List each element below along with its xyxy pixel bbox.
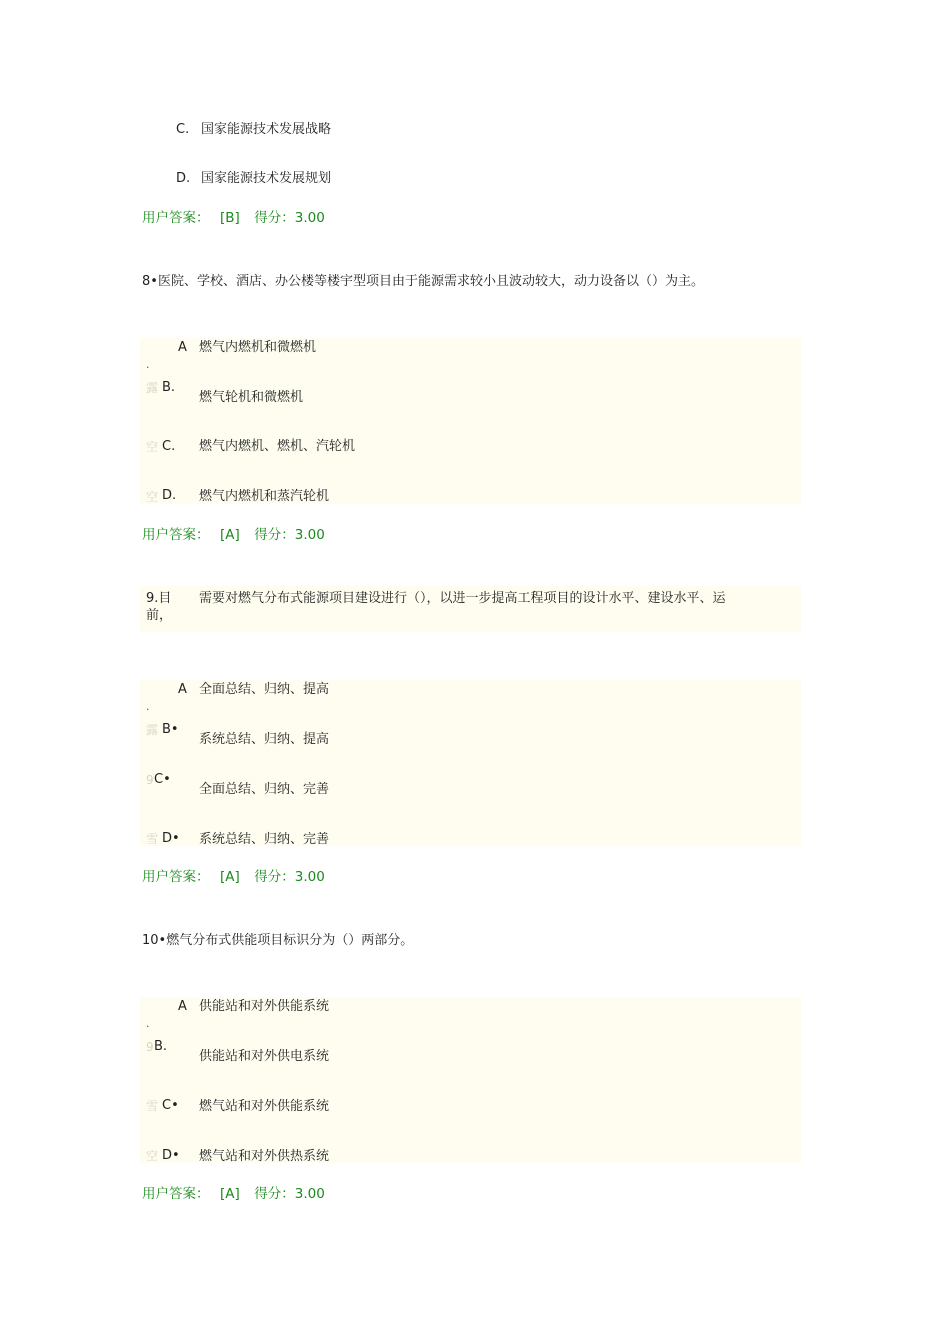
option-mark: 9 bbox=[146, 773, 154, 787]
answer-label: 用户答案： bbox=[142, 1186, 210, 1202]
option-text: 全面总结、归纳、完善 bbox=[199, 782, 330, 797]
option-mark: 露 bbox=[146, 723, 159, 737]
q10-user-answer bbox=[142, 1182, 325, 1202]
q10-options-block bbox=[140, 997, 801, 1163]
answer-value: [A] bbox=[220, 1186, 240, 1202]
q7-user-answer bbox=[142, 206, 325, 226]
option-letter: C. bbox=[162, 439, 176, 454]
answer-score: 得分：3.00 bbox=[254, 869, 325, 885]
q10-question-text: 10•燃气分布式供能项目标识分为（）两部分。 bbox=[142, 933, 414, 948]
option-letter: B• bbox=[162, 722, 179, 737]
option-letter: B. bbox=[154, 1039, 168, 1054]
option-text: 系统总结、归纳、完善 bbox=[199, 832, 330, 847]
q7-option-d-text: 国家能源技术发展规划 bbox=[201, 171, 332, 186]
option-text: 供能站和对外供能系统 bbox=[199, 999, 330, 1014]
option-mark: 空 bbox=[146, 1149, 159, 1163]
option-text: 燃气内燃机和蒸汽轮机 bbox=[199, 489, 330, 504]
answer-label: 用户答案： bbox=[142, 210, 210, 226]
q9-user-answer bbox=[142, 865, 325, 885]
option-mark: 雪 bbox=[146, 832, 159, 846]
option-text: 燃气内燃机、燃机、汽轮机 bbox=[199, 439, 356, 454]
q8-question-text: 8•医院、学校、酒店、办公楼等楼宇型项目由于能源需求较小且波动较大，动力设备以（）为主。 bbox=[142, 274, 704, 289]
option-letter: B. bbox=[162, 380, 176, 395]
option-mark: 露 bbox=[146, 381, 159, 395]
option-mark: . bbox=[146, 700, 150, 713]
answer-label: 用户答案： bbox=[142, 869, 210, 885]
q9-question-block bbox=[140, 586, 801, 632]
option-text: 燃气轮机和微燃机 bbox=[199, 390, 304, 405]
q9-question-text: 需要对燃气分布式能源项目建设进行（），以进一步提高工程项目的设计水平、建设水平、运 bbox=[199, 591, 726, 606]
option-letter: D• bbox=[162, 831, 180, 846]
option-letter: A bbox=[178, 340, 187, 355]
answer-value: [B] bbox=[220, 210, 240, 226]
q7-option-c-text: 国家能源技术发展战略 bbox=[201, 122, 332, 137]
option-letter: C• bbox=[162, 1098, 179, 1113]
answer-score: 得分：3.00 bbox=[254, 1186, 325, 1202]
option-mark: . bbox=[146, 1017, 150, 1030]
q9-options-block bbox=[140, 680, 801, 846]
option-text: 燃气内燃机和微燃机 bbox=[199, 340, 317, 355]
answer-score: 得分：3.00 bbox=[254, 527, 325, 543]
option-text: 燃气站和对外供热系统 bbox=[199, 1149, 330, 1164]
option-letter: A bbox=[178, 682, 187, 697]
q9-question-prefix: 9.目 bbox=[146, 591, 172, 606]
answer-value: [A] bbox=[220, 527, 240, 543]
answer-score: 得分：3.00 bbox=[254, 210, 325, 226]
option-letter: D. bbox=[162, 488, 177, 503]
option-text: 系统总结、归纳、提高 bbox=[199, 732, 330, 747]
option-letter: C• bbox=[154, 772, 171, 787]
option-mark: . bbox=[146, 358, 150, 371]
q7-option-c-letter: C. bbox=[176, 122, 190, 137]
option-mark: 空 bbox=[146, 490, 159, 504]
q8-user-answer bbox=[142, 523, 325, 543]
answer-value: [A] bbox=[220, 869, 240, 885]
option-text: 供能站和对外供电系统 bbox=[199, 1049, 330, 1064]
option-text: 燃气站和对外供能系统 bbox=[199, 1099, 330, 1114]
option-letter: A bbox=[178, 999, 187, 1014]
option-mark: 9 bbox=[146, 1040, 154, 1054]
answer-label: 用户答案： bbox=[142, 527, 210, 543]
option-mark: 空 bbox=[146, 440, 159, 454]
option-letter: D• bbox=[162, 1148, 180, 1163]
q9-question-prefix-line2: 前， bbox=[146, 608, 173, 623]
option-text: 全面总结、归纳、提高 bbox=[199, 682, 330, 697]
option-mark: 雪 bbox=[146, 1099, 159, 1113]
q7-option-d-letter: D. bbox=[176, 171, 191, 186]
q8-options-block bbox=[140, 338, 801, 504]
